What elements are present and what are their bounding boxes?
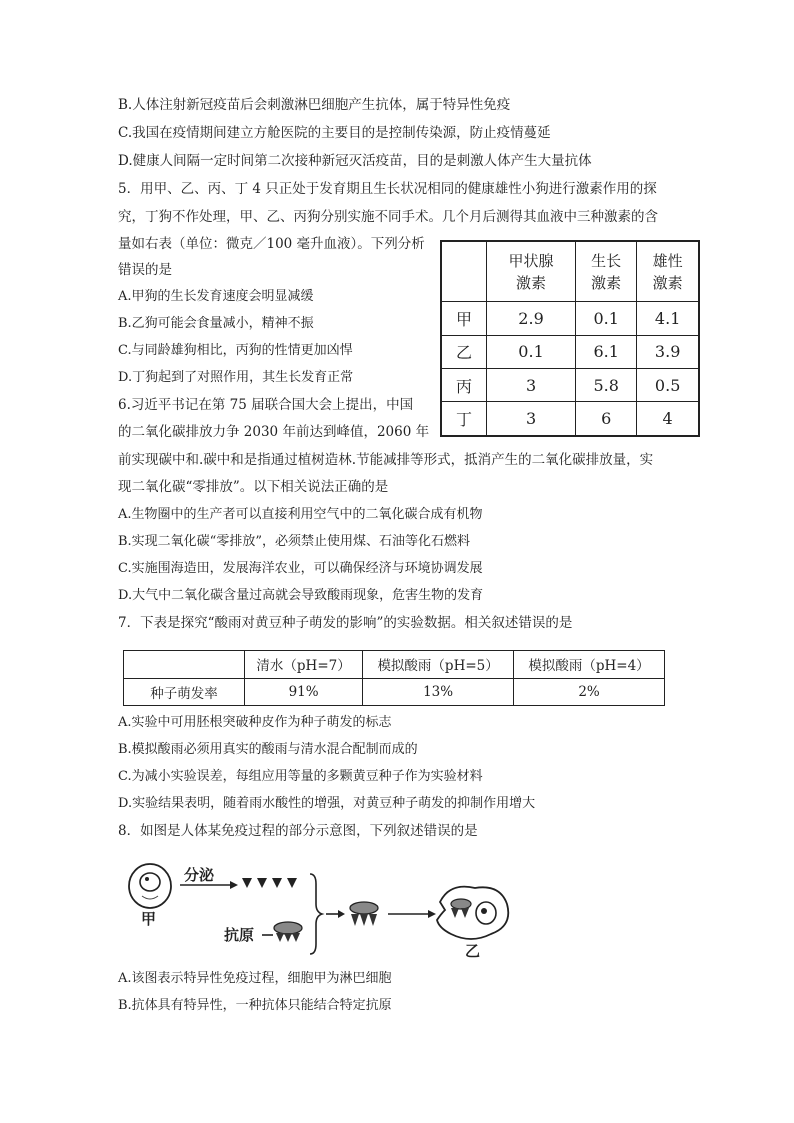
q6-option-a: A.生物圈中的生产者可以直接利用空气中的二氧化碳合成有机物	[118, 507, 483, 522]
lymphocyte-cell-icon	[129, 864, 171, 908]
q6-stem-line2: 的二氧化碳排放力争 2030 年前达到峰值，2060 年	[118, 424, 430, 440]
table-cell: 3	[487, 402, 576, 436]
table-header-cell: 生长 激素	[576, 241, 637, 302]
q6-stem-line1: 6.习近平书记在第 75 届联合国大会上提出，中国	[118, 397, 414, 413]
q4-option-b: B.人体注射新冠疫苗后会刺激淋巴细胞产生抗体，属于特异性免疫	[118, 97, 511, 113]
table-cell: 13%	[363, 678, 514, 706]
antibody-icons	[242, 878, 297, 888]
table-cell: 0.1	[487, 335, 576, 368]
antigen-label: 抗原	[224, 926, 255, 944]
table-cell: 5.8	[576, 369, 637, 402]
table-row	[441, 335, 699, 368]
table-header-cell: 模拟酸雨（pH=5）	[363, 651, 514, 679]
table-cell: 4	[637, 402, 699, 436]
table-cell: 2.9	[487, 302, 576, 335]
q5-stem-line3: 量如右表（单位：微克／100 毫升血液）。下列分析	[118, 236, 425, 252]
row-label: 甲	[441, 302, 487, 335]
table-row	[441, 402, 699, 436]
q5-option-d: D.丁狗起到了对照作用，其生长发育正常	[118, 370, 354, 385]
q6-option-d: D.大气中二氧化碳含量过高就会导致酸雨现象，危害生物的发育	[118, 588, 484, 603]
cell-b-label: 乙	[465, 942, 481, 960]
q5-stem-line1: 5．用甲、乙、丙、丁 4 只正处于发育期且生长状况相同的健康雄性小狗进行激素作用的探	[118, 181, 657, 197]
table-cell: 6	[576, 402, 637, 436]
q5-option-a: A.甲狗的生长发育速度会明显减缓	[118, 289, 314, 304]
q7-option-a: A.实验中可用胚根突破种皮作为种子萌发的标志	[118, 715, 392, 730]
table-cell: 2%	[514, 678, 665, 706]
q8-stem: 8．如图是人体某免疫过程的部分示意图，下列叙述错误的是	[118, 823, 478, 839]
row-label: 丙	[441, 369, 487, 402]
table-cell: 4.1	[637, 302, 699, 335]
q6-option-c: C.实施围海造田，发展海洋农业，可以确保经济与环境协调发展	[118, 561, 483, 576]
table-cell: 6.1	[576, 335, 637, 368]
q6-stem-line3: 前实现碳中和.碳中和是指通过植树造林.节能减排等形式，抵消产生的二氧化碳排放量，实	[118, 452, 654, 468]
phagocyte-cell-icon	[437, 887, 508, 939]
table-header-cell: 模拟酸雨（pH=4）	[514, 651, 665, 679]
q8-option-a: A.该图表示特异性免疫过程，细胞甲为淋巴细胞	[118, 971, 392, 986]
table-row	[441, 369, 699, 402]
table-cell: 0.5	[637, 369, 699, 402]
brace-shape	[310, 874, 322, 954]
table-row	[441, 302, 699, 335]
combine-arrowhead	[338, 910, 345, 918]
row-label: 丁	[441, 402, 487, 436]
antigen-icon	[274, 922, 302, 942]
table-header-cell: 雄性 激素	[637, 241, 699, 302]
secrete-label: 分泌	[184, 866, 215, 884]
table-cell: 0.1	[576, 302, 637, 335]
q7-option-c: C.为减小实验误差，每组应用等量的多颗黄豆种子作为实验材料	[118, 769, 483, 784]
antigen-antibody-complex-icon	[350, 902, 378, 926]
table-row	[124, 678, 665, 706]
germination-table	[123, 650, 665, 706]
secrete-arrowhead	[230, 881, 238, 889]
q5-stem-line2: 究，丁狗不作处理，甲、乙、丙狗分别实施不同手术。几个月后测得其血液中三种激素的含	[118, 209, 658, 225]
row-label: 乙	[441, 335, 487, 368]
table-cell: 3	[487, 369, 576, 402]
table-header-row	[124, 651, 665, 679]
table-corner-cell	[441, 241, 487, 302]
table-cell: 91%	[245, 678, 363, 706]
table-header-cell: 清水（pH=7）	[245, 651, 363, 679]
q7-option-d: D.实验结果表明，随着雨水酸性的增强，对黄豆种子萌发的抑制作用增大	[118, 796, 536, 811]
hormone-table	[440, 240, 700, 437]
table-corner-cell	[124, 651, 245, 679]
q5-option-b: B.乙狗可能会食量减小，精神不振	[118, 316, 314, 331]
q6-stem-line4: 现二氧化碳“零排放”。以下相关说法正确的是	[118, 479, 389, 495]
cell-a-label: 甲	[141, 910, 157, 928]
table-header-cell: 甲状腺 激素	[487, 241, 576, 302]
immune-process-diagram	[118, 856, 518, 961]
q4-option-d: D.健康人间隔一定时间第二次接种新冠灭活疫苗，目的是刺激人体产生大量抗体	[118, 153, 592, 169]
q4-option-c: C.我国在疫情期间建立方舱医院的主要目的是控制传染源，防止疫情蔓延	[118, 125, 551, 141]
table-cell: 3.9	[637, 335, 699, 368]
q5-stem-line4: 错误的是	[118, 262, 172, 278]
q7-stem: 7．下表是探究“酸雨对黄豆种子萌发的影响”的实验数据。相关叙述错误的是	[118, 615, 573, 631]
q6-option-b: B.实现二氧化碳“零排放”，必须禁止使用煤、石油等化石燃料	[118, 534, 470, 549]
row-label: 种子萌发率	[124, 678, 245, 706]
q5-option-c: C.与同龄雄狗相比，丙狗的性情更加凶悍	[118, 343, 353, 358]
q7-option-b: B.模拟酸雨必须用真实的酸雨与清水混合配制而成的	[118, 742, 418, 757]
q8-option-b: B.抗体具有特异性，一种抗体只能结合特定抗原	[118, 998, 392, 1013]
table-header-row	[441, 241, 699, 302]
engulf-arrowhead	[428, 910, 436, 918]
